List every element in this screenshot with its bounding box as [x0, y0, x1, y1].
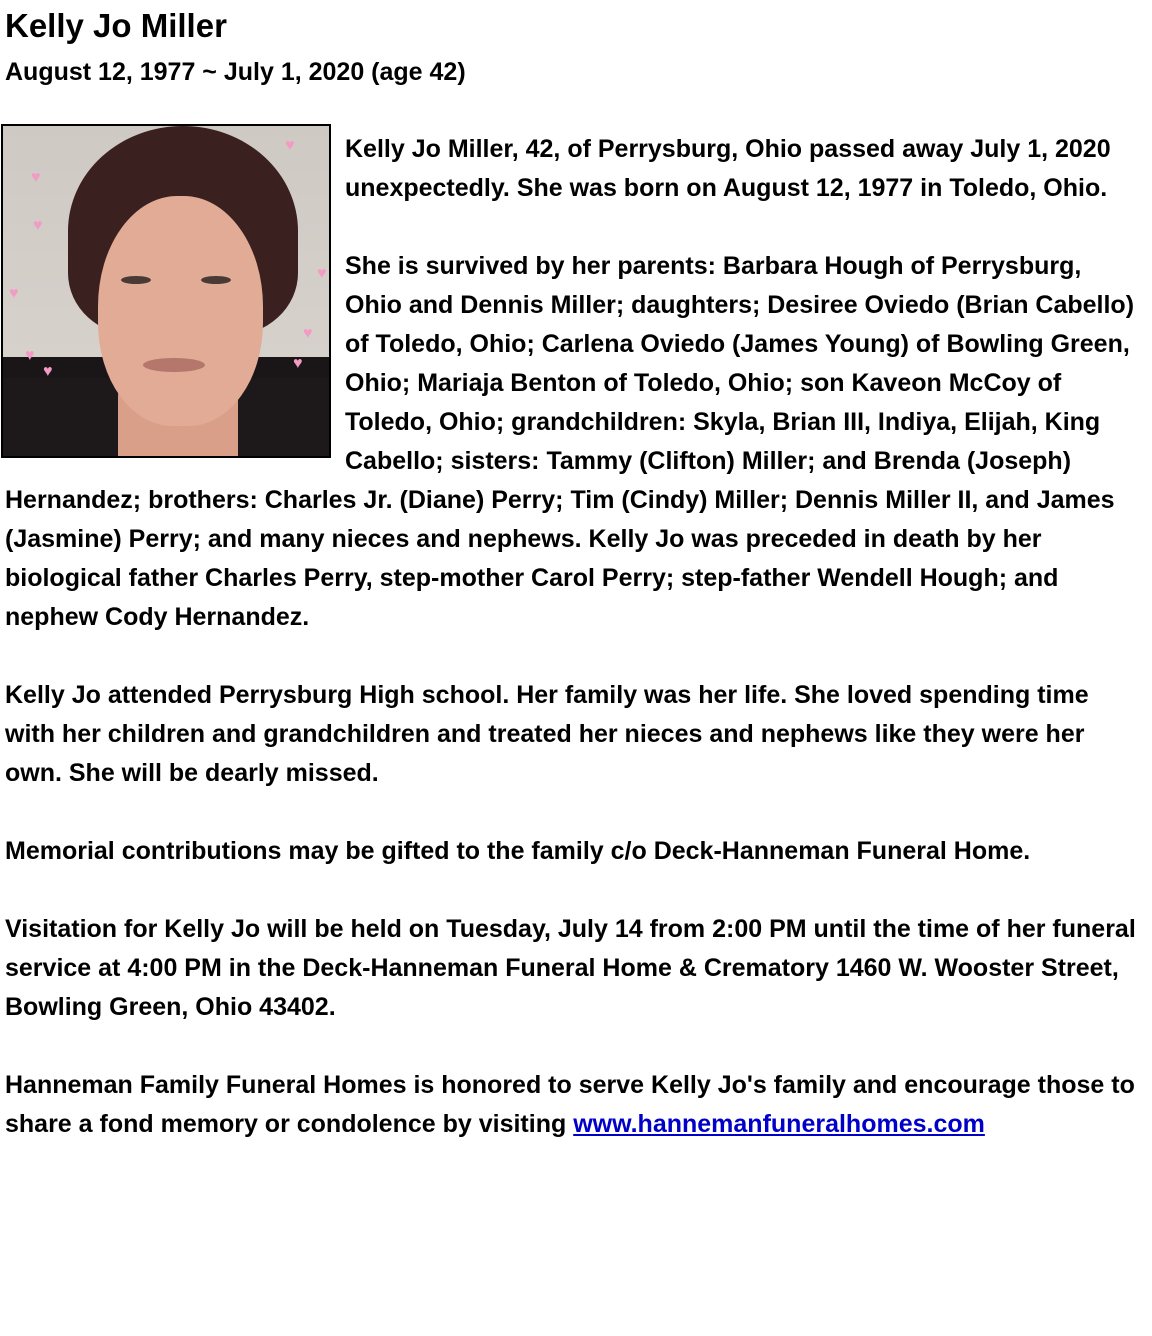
paragraph-memorial: Memorial contributions may be gifted to the family c/o Deck-Hanneman Funeral Home. [5, 837, 1031, 865]
closing-text: Hanneman Family Funeral Homes is honored to serve Kelly Jo's family and encourage those to share a fond memory or condolence by visiting [5, 1071, 1135, 1138]
life-dates: August 12, 1977 ~ July 1, 2020 (age 42) [5, 58, 466, 86]
photo-eye-left [121, 276, 151, 284]
heart-icon: ♥ [293, 355, 303, 372]
paragraph-closing [5, 1066, 1145, 1144]
paragraph-death-notice: Kelly Jo Miller, 42, of Perrysburg, Ohio passed away July 1, 2020 unexpectedly. She was born on August 12, 1977 in Toledo, Ohio. [345, 135, 1111, 202]
heart-icon: ♥ [303, 325, 313, 342]
photo-lips [143, 358, 205, 372]
heart-icon: ♥ [43, 363, 53, 380]
photo-eye-right [201, 276, 231, 284]
obituary-name: Kelly Jo Miller [5, 7, 227, 44]
paragraph-visitation: Visitation for Kelly Jo will be held on Tuesday, July 14 from 2:00 PM until the time of her funeral service at 4:00 PM in the Deck-Hanneman Funeral Home & Crematory 1460 W. Wooster Street, Bowling Green, Ohio 43402. [5, 915, 1136, 1021]
heart-icon: ♥ [25, 347, 35, 364]
heart-icon: ♥ [33, 217, 43, 234]
portrait-photo [1, 124, 331, 458]
heart-icon: ♥ [285, 137, 295, 154]
photo-face [98, 196, 263, 426]
heart-icon: ♥ [9, 285, 19, 302]
obituary-body [5, 130, 1145, 1183]
funeral-home-link[interactable]: www.hannemanfuneralhomes.com [573, 1110, 985, 1138]
paragraph-survivors: She is survived by her parents: Barbara Hough of Perrysburg, Ohio and Dennis Miller; daughters; Desiree Oviedo (Brian Cabello) of Toledo, Ohio; Carlena Oviedo (James Young) of Bowling Green, Ohio; Mariaja Benton of Toledo, Ohio; son Kaveon McCoy of Toledo, Ohio; grandchildren: Skyla, Brian III, Indiya, Elijah, King Cabello; sisters: Tammy (Clifton) Miller; and Brenda (Joseph) Hernandez; brothers: Charles Jr. (Diane) Perry; Tim (Cindy) Miller; Dennis Miller II, and James (Jasmine) Perry; and many nieces and nephews. Kelly Jo was preceded in death by her biological father Charles Perry, step-mother Carol Perry; step-father Wendell Hough; and nephew Cody Hernandez. [5, 252, 1135, 631]
paragraph-life: Kelly Jo attended Perrysburg High school. Her family was her life. She loved spending time with her children and grandchildren and treated her nieces and nephews like they were her own. She will be dearly missed. [5, 681, 1089, 787]
heart-icon: ♥ [317, 265, 327, 282]
heart-icon: ♥ [31, 169, 41, 186]
